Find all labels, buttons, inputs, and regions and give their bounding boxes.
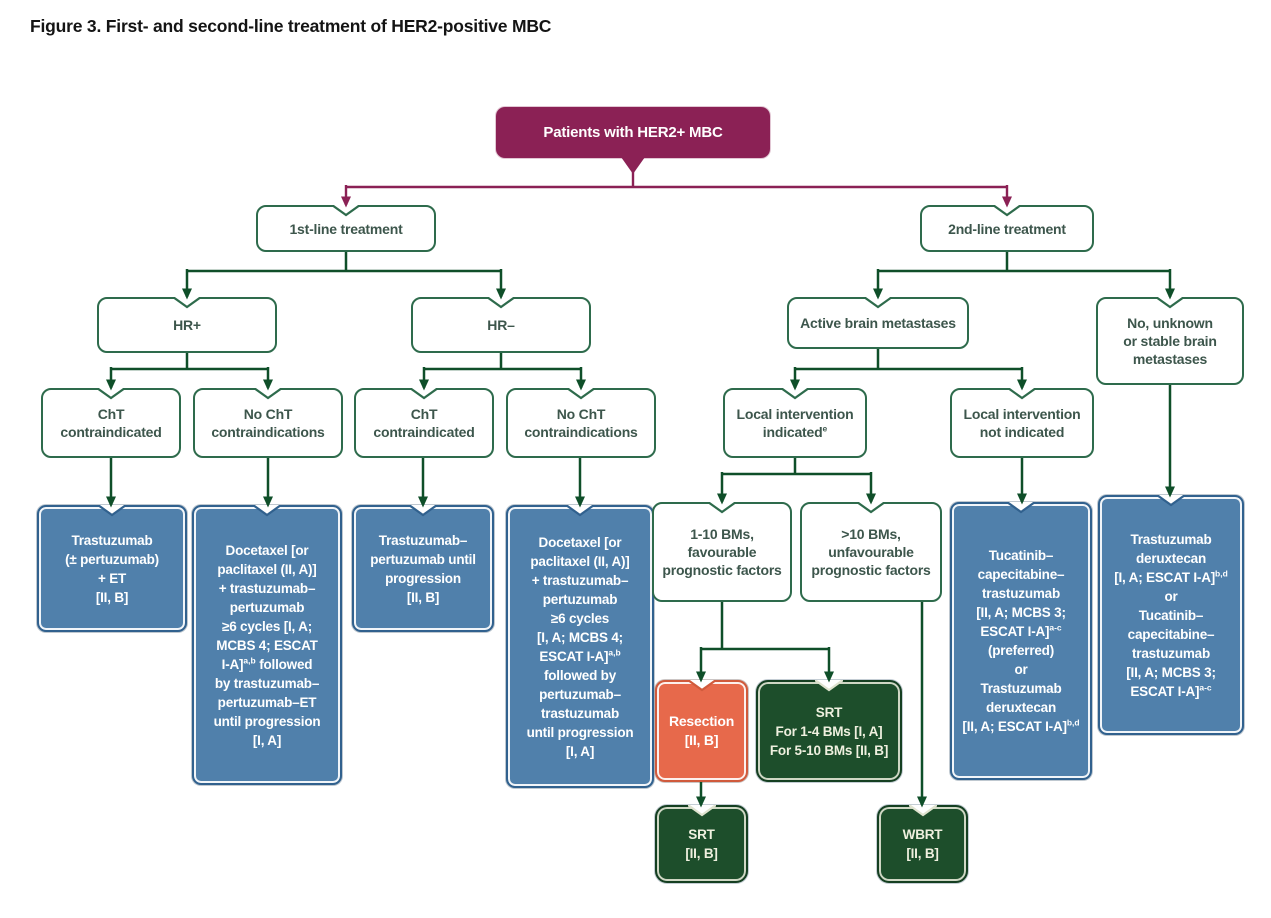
node-label: HR– xyxy=(487,317,515,333)
notch-icon xyxy=(1007,502,1035,514)
notch-icon xyxy=(409,505,437,517)
node-label: Patients with HER2+ MBC xyxy=(543,124,723,141)
notch-icon xyxy=(708,502,736,514)
node-over-10-bms-unfavourable xyxy=(800,502,942,602)
notch-icon xyxy=(410,388,438,400)
node-label: WBRT [II, B] xyxy=(902,827,943,861)
node-1-10-bms-favourable xyxy=(652,502,792,602)
node-label: 2nd-line treatment xyxy=(948,220,1066,237)
node-label: Local intervention indicated$^e$ xyxy=(736,406,854,440)
notch-icon xyxy=(97,388,125,400)
node-label: No ChT contraindications xyxy=(211,406,325,440)
node-no-unknown-stable-brain-metastases xyxy=(1096,297,1244,385)
node-patients-her2-mbc xyxy=(496,107,770,158)
node-second-line-treatment xyxy=(920,205,1094,252)
node-no-cht-contraindications-hrneg xyxy=(506,388,656,458)
node-label: Trastuzumab deruxtecan [I, A; ESCAT I-A]$^{b,d}$ or Tucatinib– capecitabine– trastuzumab [II, A; MCBS 3; ESCAT I-A]$^{a-c}$ xyxy=(1114,531,1228,699)
notch-icon xyxy=(98,505,126,517)
node-no-cht-contraindications-hrpos xyxy=(193,388,343,458)
node-active-brain-metastases xyxy=(787,297,969,349)
node-trastuzumab-deruxtecan xyxy=(1098,495,1244,735)
node-cht-contraindicated-hrneg xyxy=(354,388,494,458)
node-tucatinib-capecitabine-trastuzumab xyxy=(950,502,1092,780)
notch-icon xyxy=(909,805,937,817)
node-trastuzumab-pertuzumab-until-progression xyxy=(352,505,494,632)
node-label: Tucatinib– capecitabine– trastuzumab [II, A; MCBS 3; ESCAT I-A]$^{a-c}$ (preferred) or Trastuzumab deruxtecan [II, A; ESCAT I-A]$^{b,d}$ xyxy=(962,548,1080,734)
figure-title: Figure 3. First- and second-line treatment of HER2-positive MBC xyxy=(30,16,552,36)
node-hr-positive xyxy=(97,297,277,353)
node-label: No ChT contraindications xyxy=(524,406,638,440)
node-label: Active brain metastases xyxy=(800,315,956,331)
node-label: Trastuzumab– pertuzumab until progression [II, B] xyxy=(370,532,476,605)
node-docetaxel-trastuzumab-pertuzumab-et xyxy=(192,505,342,785)
node-srt xyxy=(655,805,748,883)
node-label: SRT [II, B] xyxy=(685,827,718,861)
node-label: Trastuzumab (± pertuzumab) + ET [II, B] xyxy=(65,532,159,605)
node-resection xyxy=(655,680,748,782)
root-tail xyxy=(621,157,645,174)
notch-icon xyxy=(332,205,360,217)
notch-icon xyxy=(566,505,594,517)
node-trastuzumab-pertuzumab-et xyxy=(37,505,187,632)
node-local-intervention-not-indicated xyxy=(950,388,1094,458)
node-local-intervention-indicated xyxy=(723,388,867,458)
notch-icon xyxy=(864,297,892,309)
node-srt-1-4-bms xyxy=(756,680,902,782)
node-label: No, unknown or stable brain metastases xyxy=(1123,315,1217,367)
notch-icon xyxy=(857,502,885,514)
node-label: 1-10 BMs, favourable prognostic factors xyxy=(662,526,782,578)
node-docetaxel-pertuzumab-trastuzumab xyxy=(506,505,654,788)
node-wbrt xyxy=(877,805,968,883)
notch-icon xyxy=(487,297,515,309)
notch-icon xyxy=(781,388,809,400)
notch-icon xyxy=(688,680,716,692)
node-cht-contraindicated-hrpos xyxy=(41,388,181,458)
notch-icon xyxy=(254,388,282,400)
node-label: Resection [II, B] xyxy=(668,713,735,748)
notch-icon xyxy=(993,205,1021,217)
node-label: 1st-line treatment xyxy=(289,220,403,237)
notch-icon xyxy=(1156,297,1184,309)
node-hr-negative xyxy=(411,297,591,353)
notch-icon xyxy=(253,505,281,517)
notch-icon xyxy=(688,805,716,817)
node-label: ChT contraindicated xyxy=(60,406,162,440)
notch-icon xyxy=(1008,388,1036,400)
node-label: HR+ xyxy=(173,317,201,333)
node-label: Local intervention not indicated xyxy=(963,406,1081,440)
notch-icon xyxy=(173,297,201,309)
node-label: >10 BMs, unfavourable prognostic factors xyxy=(811,526,931,578)
node-label: ChT contraindicated xyxy=(373,406,475,440)
node-label: SRT For 1-4 BMs [I, A] For 5-10 BMs [II, B] xyxy=(769,704,889,758)
notch-icon xyxy=(815,680,843,692)
notch-icon xyxy=(567,388,595,400)
node-label: Docetaxel [or paclitaxel (II, A)] + trastuzumab– pertuzumab ≥6 cycles [I, A; MCBS 4; ESCAT I-A]$^{a,b}$ followed by trastuzumab– pertuzumab–ET until progression [I, A] xyxy=(213,542,321,748)
node-first-line-treatment xyxy=(256,205,436,252)
notch-icon xyxy=(1157,495,1185,507)
node-label: Docetaxel [or paclitaxel (II, A)] + trastuzumab– pertuzumab ≥6 cycles [I, A; MCBS 4; ESCAT I-A]$^{a,b}$ followed by pertuzumab– trastuzumab until progression [I, A] xyxy=(526,534,634,759)
